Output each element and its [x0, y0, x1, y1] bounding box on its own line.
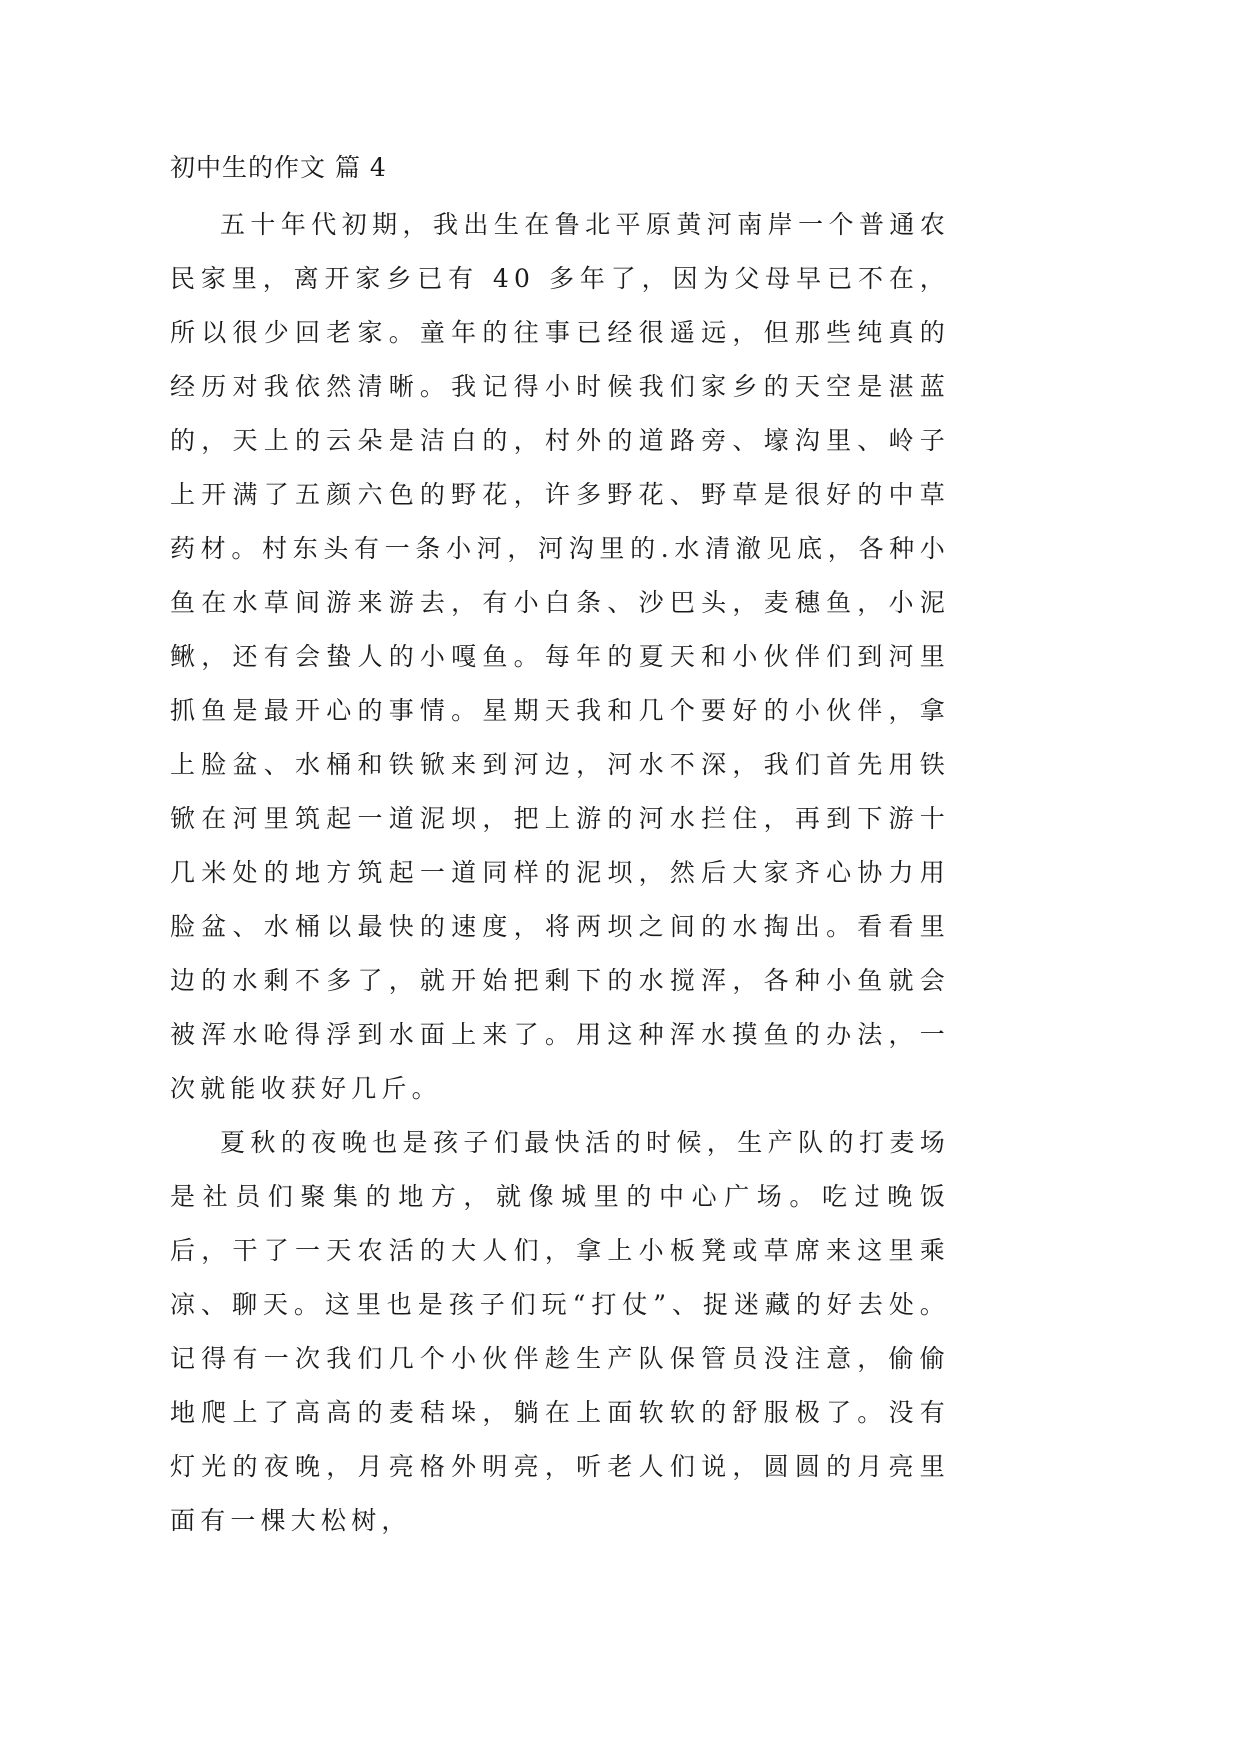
document-page — [170, 138, 950, 1548]
essay-paragraph-1: 五十年代初期，我出生在鲁北平原黄河南岸一个普通农民家里，离开家乡已有 40 多年了，因为父母早已不在，所以很少回老家。童年的往事已经很遥远，但那些纯真的经历对我依然清晰。我记得小时候我们家乡的天空是湛蓝的，天上的云朵是洁白的，村外的道路旁、壕沟里、岭子上开满了五颜六色的野花，许多野花、野草是很好的中草药材。村东头有一条小河，河沟里的.水清澈见底，各种小鱼在水草间游来游去，有小白条、沙巴头，麦穗鱼，小泥鳅，还有会蛰人的小嘎鱼。每年的夏天和小伙伴们到河里抓鱼是最开心的事情。星期天我和几个要好的小伙伴，拿上脸盆、水桶和铁锨来到河边，河水不深，我们首先用铁锨在河里筑起一道泥坝，把上游的河水拦住，再到下游十几米处的地方筑起一道同样的泥坝，然后大家齐心协力用脸盆、水桶以最快的速度，将两坝之间的水掏出。看看里边的水剩不多了，就开始把剩下的水搅浑，各种小鱼就会被浑水呛得浮到水面上来了。用这种浑水摸鱼的办法，一次就能收获好几斤。 — [170, 210, 950, 1103]
essay-paragraph-2: 夏秋的夜晚也是孩子们最快活的时候，生产队的打麦场是社员们聚集的地方，就像城里的中心广场。吃过晚饭后，干了一天农活的大人们，拿上小板凳或草席来这里乘凉、聊天。这里也是孩子们玩“打仗”、捉迷藏的好去处。记得有一次我们几个小伙伴趁生产队保管员没注意，偷偷地爬上了高高的麦秸垛，躺在上面软软的舒服极了。没有灯光的夜晚，月亮格外明亮，听老人们说，圆圆的月亮里面有一棵大松树， — [170, 1128, 950, 1535]
essay-heading: 初中生的作文 篇 4 — [170, 153, 387, 182]
